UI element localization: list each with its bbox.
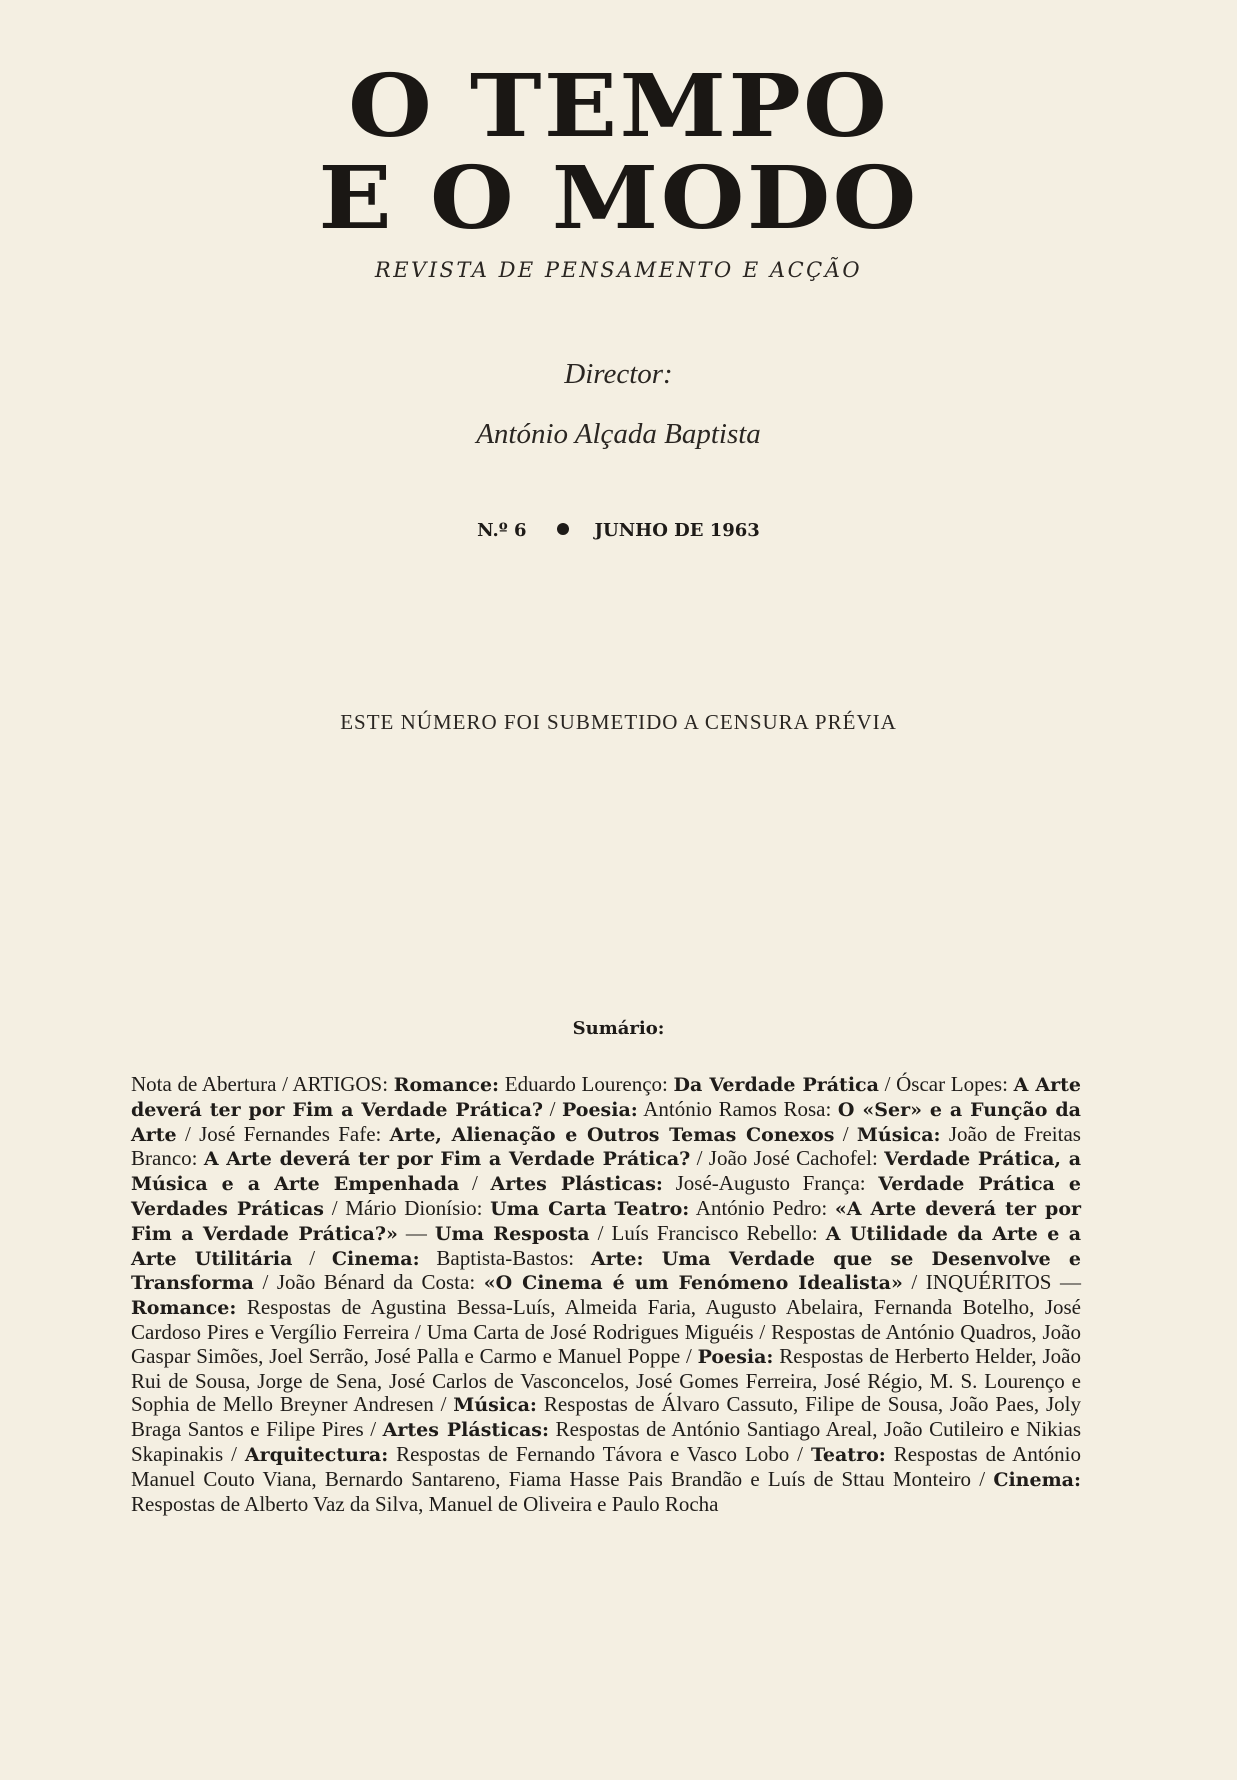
toc-text-segment: / INQUÉRITOS — xyxy=(902,1270,1081,1295)
toc-text-segment: João de Freitas Branco: xyxy=(131,1121,1081,1171)
toc-text-segment: Respostas de António Manuel Couto Viana, Bernardo Santareno, Fiama Hasse Pais Brandão e Luís de Sttau Monteiro / xyxy=(131,1441,1082,1491)
toc-text-segment: — xyxy=(397,1220,435,1245)
toc-bold-segment: Poesia: xyxy=(562,1098,638,1121)
issue-number: N.º 6 xyxy=(477,520,527,541)
toc-bold-segment: Romance: xyxy=(131,1297,237,1320)
toc-bold-segment: Verdade Prática, a Música e a Arte Empenhada xyxy=(131,1148,1082,1196)
toc-bold-segment: Arte, Alienação e Outros Temas Conexos xyxy=(389,1123,835,1146)
issue-line xyxy=(0,520,1237,541)
toc-text-segment: Respostas de Álvaro Cassuto, Filipe de Sousa, João Paes, Joly Braga Santos e Filipe Pires / xyxy=(131,1392,1081,1442)
toc-text-segment: / Luís Francisco Rebello: xyxy=(589,1220,826,1245)
toc-bold-segment: A Arte deverá ter por Fim a Verdade Prática? xyxy=(131,1074,1081,1121)
toc-text-segment: António Ramos Rosa: xyxy=(637,1096,838,1121)
toc-bold-segment: A Arte deverá ter por Fim a Verdade Prática? xyxy=(203,1148,691,1171)
toc-bold-segment: Arte: Uma Verdade que se Desenvolve e Transforma xyxy=(131,1247,1081,1295)
toc-text-segment: / José Fernandes Fafe: xyxy=(176,1121,390,1146)
toc-bold-segment: Cinema: xyxy=(993,1468,1081,1491)
toc-bold-segment: Teatro: xyxy=(810,1443,886,1466)
issue-date: JUNHO DE 1963 xyxy=(594,520,760,541)
toc-bold-segment: Artes Plásticas: xyxy=(382,1419,549,1442)
toc-bold-segment: Romance: xyxy=(393,1074,500,1096)
director-name: António Alçada Baptista xyxy=(476,418,761,450)
toc-bold-segment: Verdade Prática e Verdades Práticas xyxy=(131,1173,1081,1220)
table-of-contents xyxy=(131,1073,1081,1516)
toc-bold-segment: Música: xyxy=(453,1394,537,1417)
sumario-heading: Sumário: xyxy=(572,1018,665,1039)
toc-text-segment: / xyxy=(543,1096,563,1121)
director-label: Director: xyxy=(564,358,673,390)
toc-bold-segment: A Utilidade da Arte e a Arte Utilitária xyxy=(131,1222,1082,1270)
toc-text-segment: Respostas de Fernando Távora e Vasco Lobo / xyxy=(388,1441,811,1466)
toc-bold-segment: Da Verdade Prática xyxy=(673,1074,879,1096)
toc-text-segment: Nota de Abertura / ARTIGOS: xyxy=(131,1072,394,1096)
magazine-subtitle: REVISTA DE PENSAMENTO E ACÇÃO xyxy=(374,258,863,282)
toc-text-segment: / João Bénard da Costa: xyxy=(253,1270,484,1295)
bullet-icon xyxy=(557,523,569,535)
censorship-notice: ESTE NÚMERO FOI SUBMETIDO A CENSURA PRÉVIA xyxy=(340,710,897,734)
toc-text-segment: Eduardo Lourenço: xyxy=(499,1072,674,1096)
toc-bold-segment: Cinema: xyxy=(331,1247,420,1270)
toc-bold-segment: Uma Carta xyxy=(490,1197,607,1220)
magazine-title-line-1: O TEMPO xyxy=(347,56,890,157)
toc-bold-segment: Música: xyxy=(856,1123,941,1146)
toc-text-segment: Respostas de António Santiago Areal, João Cutileiro e Nikias Skapinakis / xyxy=(131,1417,1082,1466)
toc-bold-segment: Artes Plásticas: xyxy=(490,1173,663,1196)
toc-bold-segment: Teatro: xyxy=(614,1197,690,1220)
toc-text-segment: / xyxy=(459,1171,491,1196)
toc-text-segment: / Mário Dionísio: xyxy=(324,1195,491,1220)
toc-text-segment: Respostas de Alberto Vaz da Silva, Manuel de Oliveira e Paulo Rocha xyxy=(131,1491,719,1516)
toc-bold-segment: Arquitectura: xyxy=(244,1443,389,1466)
toc-bold-segment: O «Ser» e a Função da Arte xyxy=(131,1098,1081,1146)
magazine-title-line-2: E O MODO xyxy=(318,148,919,249)
toc-text-segment: / Óscar Lopes: xyxy=(878,1072,1014,1096)
toc-text-segment: António Pedro: xyxy=(689,1195,835,1220)
toc-text-segment: / João José Cachofel: xyxy=(690,1146,885,1171)
toc-text-segment: / xyxy=(834,1121,857,1146)
toc-text-segment: José-Augusto França: xyxy=(662,1171,879,1196)
toc-bold-segment: «A Arte deverá ter por Fim a Verdade Prática?» xyxy=(131,1197,1081,1245)
toc-text-segment: Respostas de Agustina Bessa-Luís, Almeida Faria, Augusto Abelaira, Fernanda Botelho, José Cardoso Pires e Vergílio Ferreira / Uma Carta de José Rodrigues Miguéis / Respostas de António Quadros, João Gaspar Simões, Joel Serrão, José Palla e Carmo e Manuel Poppe / xyxy=(131,1295,1081,1368)
toc-bold-segment: Poesia: xyxy=(697,1345,774,1368)
toc-bold-segment: Uma Resposta xyxy=(434,1222,590,1245)
toc-text-segment: / xyxy=(292,1245,332,1270)
toc-text-segment: Baptista-Bastos: xyxy=(419,1245,591,1270)
toc-text-segment: Respostas de Herberto Helder, João Rui de Sousa, Jorge de Sena, José Carlos de Vasconcelos, José Gomes Ferreira, José Régio, M. S. Lourenço e Sophia de Mello Breyner Andresen / xyxy=(131,1343,1081,1417)
toc-bold-segment: «O Cinema é um Fenómeno Idealista» xyxy=(483,1272,903,1295)
